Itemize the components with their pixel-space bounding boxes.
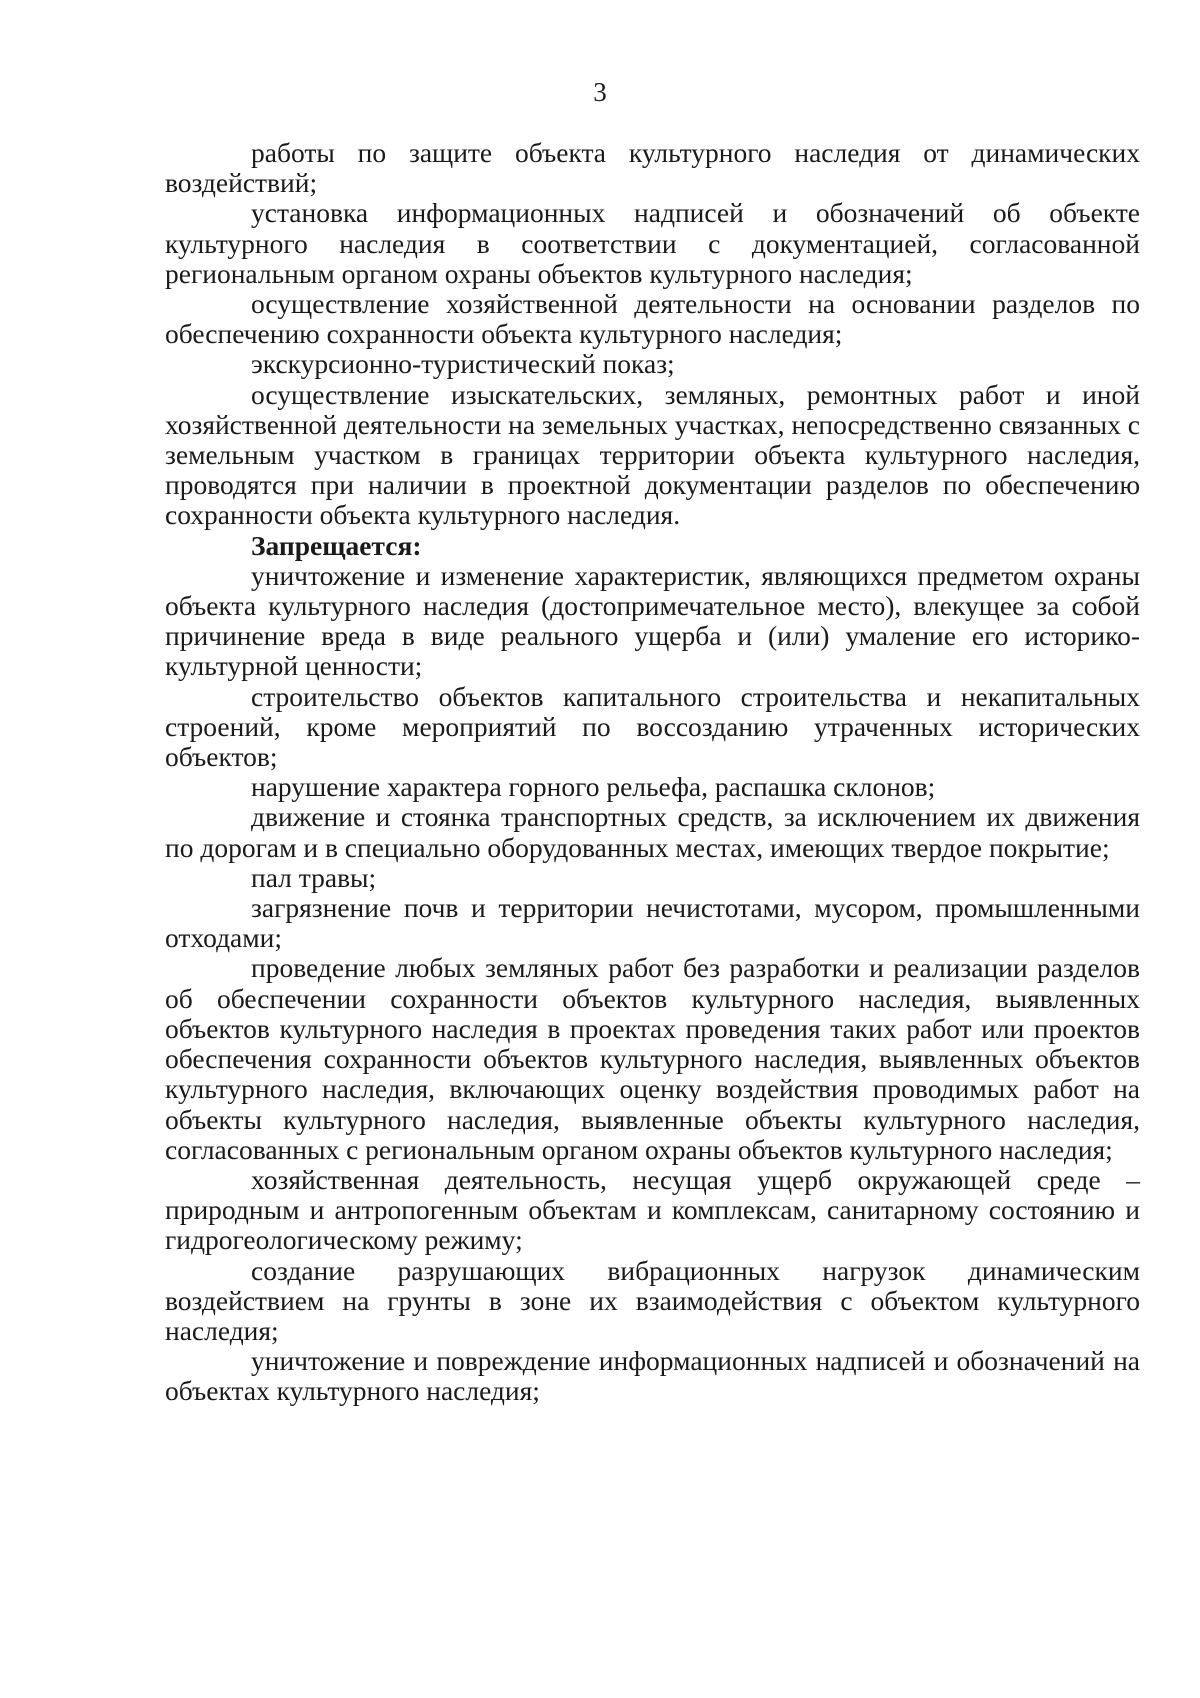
page-number: 3 xyxy=(593,77,607,107)
paragraph: экскурсионно-туристический показ; xyxy=(251,348,675,380)
paragraph: установка информационных надписей и обозначений об объекте культурного наследия в соответствии с документацией, согласованной региональным органом охраны объектов культурного наследия; xyxy=(165,197,1140,289)
paragraph: работы по защите объекта культурного наследия от динамических воздействий; xyxy=(165,137,1140,199)
paragraph: осуществление изыскательских, земляных, ремонтных работ и иной хозяйственной деятельности на земельных участках, непосредственно связанных с земельным участком в границах территории объекта культурного наследия, проводятся при наличии в проектной документации разделов по обеспечению сохранности объекта культурного наследия. xyxy=(165,378,1140,531)
paragraph: нарушение характера горного рельефа, распашка склонов; xyxy=(251,771,936,803)
paragraph: строительство объектов капитального строительства и некапитальных строений, кроме мероприятий по воссозданию утраченных исторических объектов; xyxy=(165,680,1140,773)
paragraph: уничтожение и изменение характеристик, являющихся предметом охраны объекта культурного наследия (достопримечательное место), влекущее за собой причинение вреда в виде реального ущерба и (или) умаление его историко-культурной ценности; xyxy=(165,559,1140,682)
paragraph: создание разрушающих вибрационных нагрузок динамическим воздействием на грунты в зоне их взаимодействия с объектом культурного наследия; xyxy=(165,1254,1140,1346)
section-heading: Запрещается: xyxy=(251,529,422,561)
paragraph: осуществление хозяйственной деятельности на основании разделов по обеспечению сохранности объекта культурного наследия; xyxy=(165,288,1140,350)
document-body xyxy=(165,138,1140,1407)
paragraph: пал травы; xyxy=(251,861,377,893)
paragraph: хозяйственная деятельность, несущая ущерб окружающей среде – природным и антропогенным объектам и комплексам, санитарному состоянию и гидрогеологическому режиму; xyxy=(165,1163,1140,1256)
paragraph: движение и стоянка транспортных средств, за исключением их движения по дорогам и в специально оборудованных местах, имеющих твердое покрытие; xyxy=(165,801,1140,863)
paragraph: загрязнение почв и территории нечистотами, мусором, промышленными отходами; xyxy=(165,892,1140,954)
paragraph: проведение любых земляных работ без разработки и реализации разделов об обеспечении сохранности объектов культурного наследия, выявленных объектов культурного наследия в проектах проведения таких работ или проектов обеспечения сохранности объектов культурного наследия, выявленных объектов культурного наследия, включающих оценку воздействия проводимых работ на объекты культурного наследия, выявленные объекты культурного наследия, согласованных с региональным органом охраны объектов культурного наследия; xyxy=(165,952,1140,1165)
paragraph: уничтожение и повреждение информационных надписей и обозначений на объектах культурного наследия; xyxy=(165,1345,1140,1407)
